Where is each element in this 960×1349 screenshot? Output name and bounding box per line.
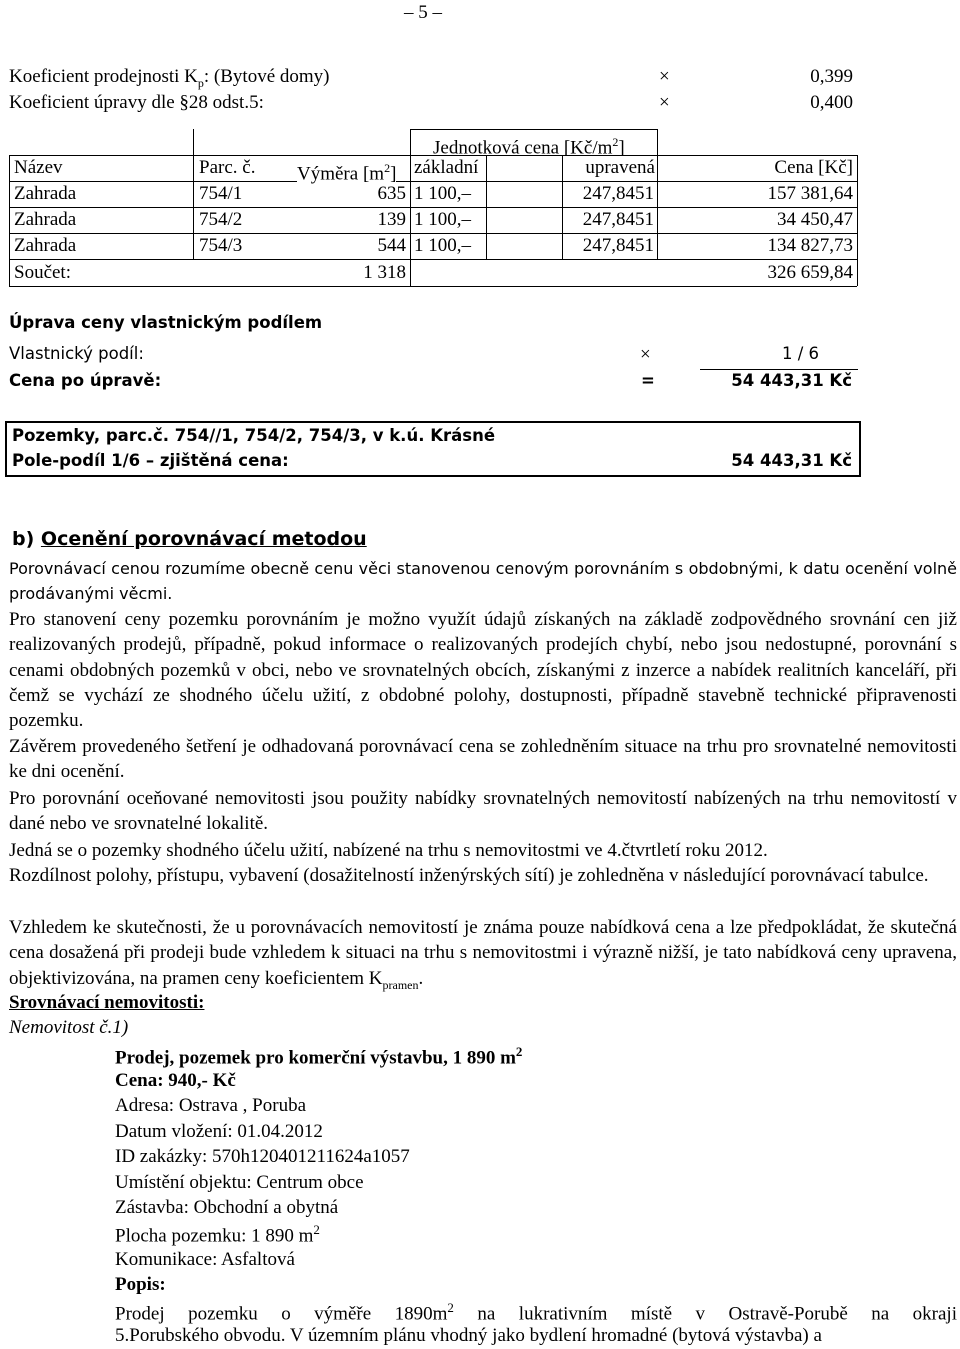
listing-date: Datum vložení: 01.04.2012: [115, 1121, 323, 1142]
paragraph: Pro stanovení ceny pozemku porovnáním je možno využít údajů získaných na základě zodpovědného srovnání cen již realizovaných prodejů, případně, pokud informace o realizovaných prodejích chybí, nebo jsou nedostupné, porovnání s cenami obdobných pozemků v obci, nebo ve srovnatelných obcích, získanými z inzerce a nabídek realitních kanceláří, při čemž se vychází ze shodného účelu užití, z obdobné polohy, dostupnosti, případně stavebně technické připravenosti pozemku.: [9, 609, 957, 732]
paragraph: Jedná se o pozemky shodného účelu užití, nabízené na trhu s nemovitostmi ve 4.čtvrtletí roku 2012.: [9, 840, 768, 861]
table-header-name: Název: [14, 157, 63, 178]
table-cell-parc: 754/1: [199, 183, 243, 204]
paragraph: Rozdílnost polohy, přístupu, vybavení (dosažitelností inženýrských sítí) je zohledněna v následující porovnávací tabulce.: [9, 865, 929, 886]
paragraph: Vzhledem ke skutečnosti, že u porovnávacích nemovitostí je známa pouze nabídková cena a lze předpokládat, že skutečná cena dosažená při prodeji bude vzhledem k situaci na trhu s nemovitostmi i výrazně nižší, je tato nabídková ceny upravena, objektivizována, na pramen ceny koeficientem $K_{pramen}$.: [9, 917, 957, 992]
paragraph: Pro porovnání oceňované nemovitosti jsou použity nabídky srovnatelných nemovitostí nabízených na trhu nemovitostí v dané nebo ve srovnatelné lokalitě.: [9, 788, 957, 835]
table-cell-price: 157 381,64: [767, 183, 853, 204]
table-cell-area: 139: [377, 209, 406, 230]
equals-operator: =: [641, 371, 655, 390]
table-total-label: Součet:: [14, 262, 71, 283]
share-heading: Úprava ceny vlastnickým podílem: [9, 313, 323, 332]
listing-development: Zástavba: Obchodní a obytná: [115, 1197, 339, 1218]
page-number: – 5 –: [404, 2, 442, 23]
section-b-intro: Porovnávací cenou rozumíme obecně cenu věci stanovenou cenovým porovnáním s obdobnými, k datu ocenění volně prodávanými věcmi.: [9, 559, 957, 603]
coefficient-kp-value: 0,399: [810, 66, 853, 87]
table-cell-price: 34 450,47: [777, 209, 853, 230]
table-group-header: Jednotková cena $[Kč/m^2]$: [433, 135, 625, 159]
listing-price: Cena: 940,- Kč: [115, 1070, 236, 1091]
listing-plot: Plocha pozemku: 1 890 $m^2$: [115, 1222, 320, 1247]
table-total-area: 1 318: [363, 262, 406, 283]
paragraph: Závěrem provedeného šetření je odhadovaná porovnávací cena se zohledněním situace na trhu pro srovnatelné nemovitosti ke dni ocenění.: [9, 736, 957, 783]
listing-address: Adresa: Ostrava , Poruba: [115, 1095, 307, 1116]
price-after-value: 54 443,31 Kč: [731, 371, 852, 390]
listing-description-line2: 5.Porubského obvodu. V územním plánu vhodný jako bydlení hromadné (bytová výstavba) a: [115, 1325, 822, 1346]
multiply-operator: ×: [659, 92, 670, 113]
table-header-parc: Parc. č.: [199, 157, 256, 178]
multiply-operator: ×: [659, 66, 670, 87]
coefficient-kp-label: Koeficient prodejnosti $K_p$: (Bytové domy): [9, 66, 330, 90]
comparable-item-label: Nemovitost č.1): [9, 1017, 129, 1038]
table-cell-adjusted: 247,8451: [582, 209, 654, 230]
listing-title: Prodej, pozemek pro komerční výstavbu, 1 890 $m^2$: [115, 1044, 523, 1069]
table-header-price: Cena [Kč]: [774, 157, 853, 178]
table-cell-base: 1 100,–: [414, 235, 471, 256]
table-cell-parc: 754/2: [199, 209, 243, 230]
listing-location: Umístění objektu: Centrum obce: [115, 1172, 364, 1193]
summary-line1: Pozemky, parc.č. 754//1, 754/2, 754/3, v k.ú. Krásné: [12, 426, 496, 445]
table-cell-base: 1 100,–: [414, 209, 471, 230]
summary-line2: Pole-podíl 1/6 – zjištěná cena:: [12, 451, 289, 470]
section-b-heading: b) Ocenění porovnávací metodou: [12, 528, 367, 550]
listing-description-line1: Prodej pozemku o výměře $1890m^2$ na lukrativním místě v Ostravě-Porubě na okraji: [115, 1300, 957, 1325]
summary-value: 54 443,31 Kč: [731, 451, 852, 470]
table-header-adjusted: upravená: [585, 157, 655, 178]
table-cell-adjusted: 247,8451: [582, 183, 654, 204]
table-header-base: základní: [414, 157, 479, 178]
table-cell-parc: 754/3: [199, 235, 243, 256]
table-cell-price: 134 827,73: [767, 235, 853, 256]
table-cell-base: 1 100,–: [414, 183, 471, 204]
share-value: 1 / 6: [781, 344, 819, 363]
listing-road: Komunikace: Asfaltová: [115, 1249, 295, 1270]
table-cell-name: Zahrada: [14, 209, 77, 230]
table-cell-area: 635: [377, 183, 406, 204]
table-cell-adjusted: 247,8451: [582, 235, 654, 256]
coefficient-k5-value: 0,400: [810, 92, 853, 113]
table-cell-area: 544: [377, 235, 406, 256]
comparables-heading: Srovnávací nemovitosti:: [9, 992, 205, 1013]
coefficient-k5-label: Koeficient úpravy dle §28 odst.5:: [9, 92, 264, 113]
multiply-operator: ×: [640, 344, 651, 365]
share-label: Vlastnický podíl:: [9, 344, 144, 363]
price-after-label: Cena po úpravě:: [9, 371, 162, 390]
listing-id: ID zakázky: 570h120401211624a1057: [115, 1146, 410, 1167]
table-header-area: Výměra $[m^2]$: [297, 156, 396, 186]
listing-description-label: Popis:: [115, 1274, 166, 1295]
table-cell-name: Zahrada: [14, 183, 77, 204]
table-cell-name: Zahrada: [14, 235, 77, 256]
table-total-price: 326 659,84: [767, 262, 853, 283]
